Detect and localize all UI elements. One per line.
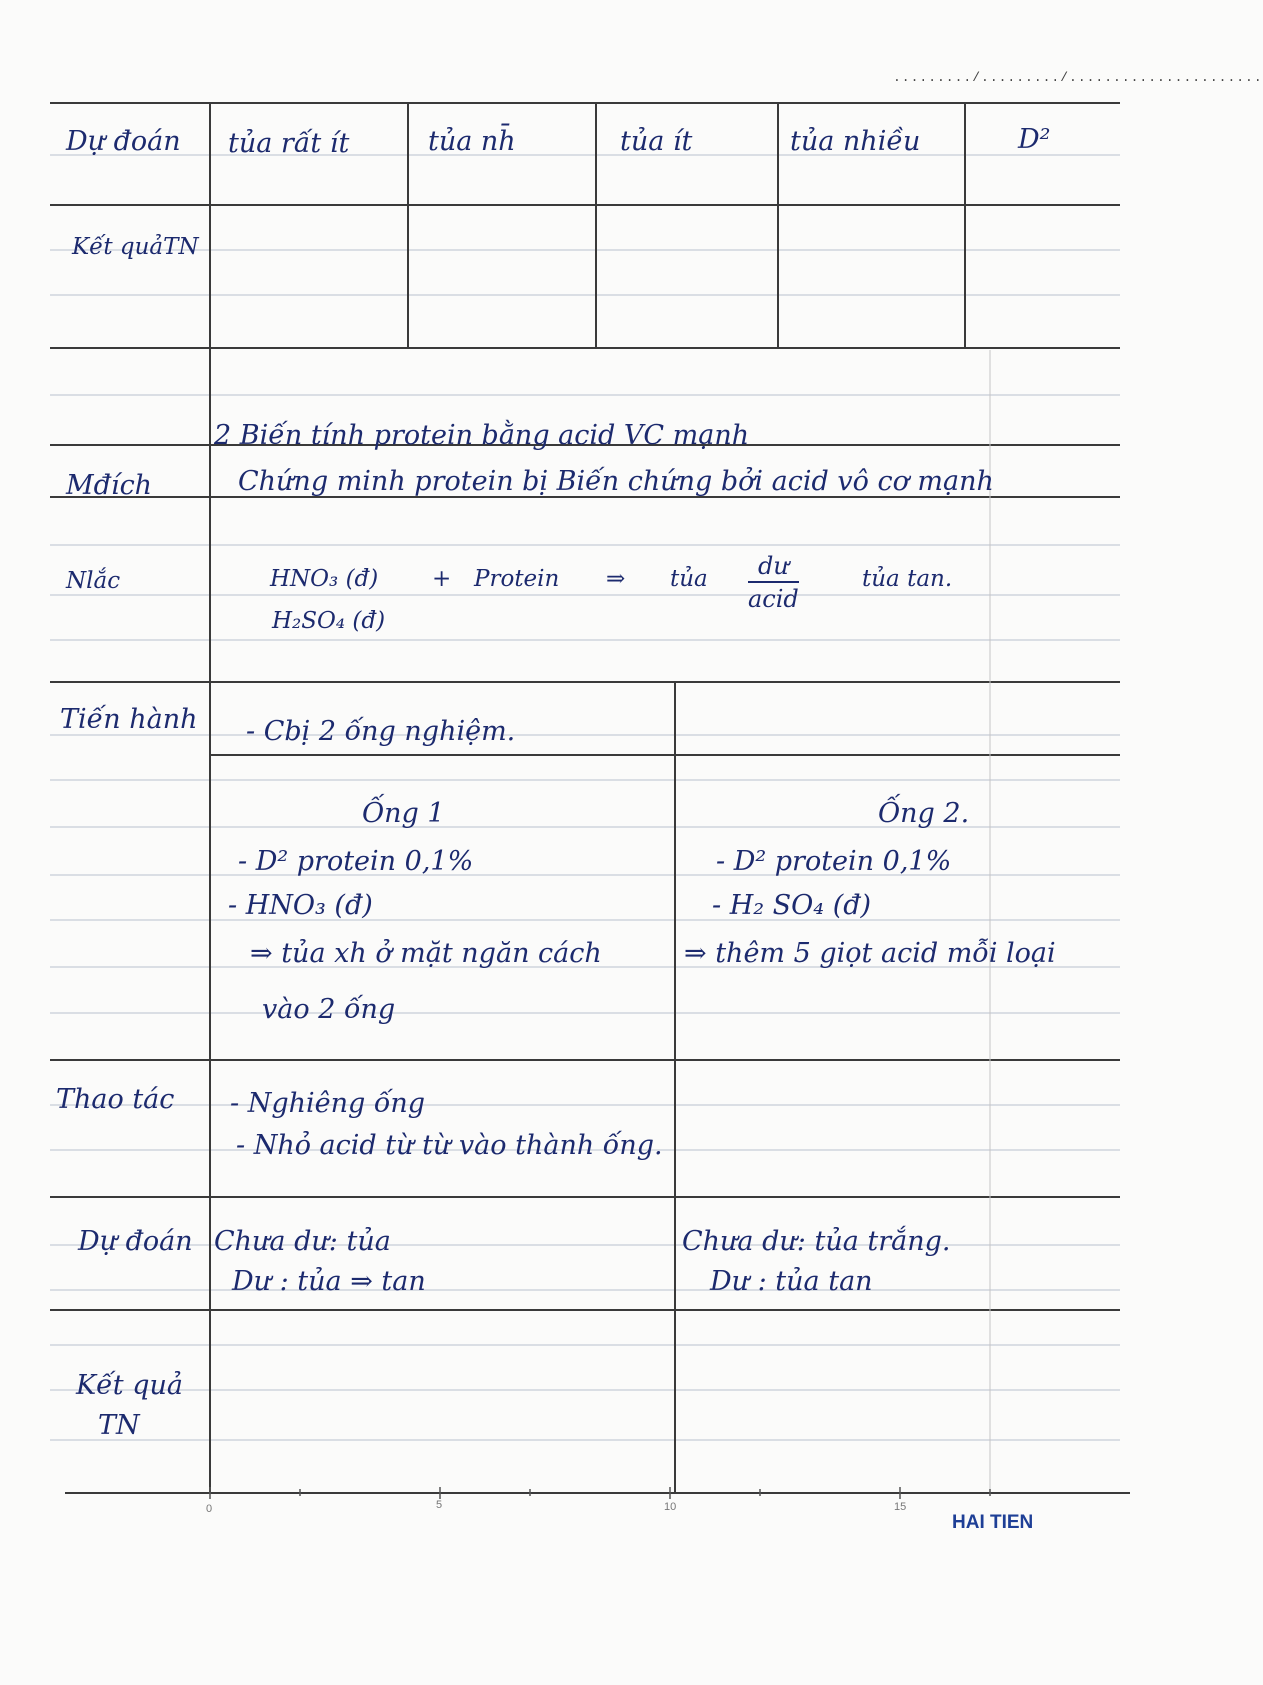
principle-arrow: ⇒: [606, 566, 626, 592]
principle-result: tủa tan.: [862, 566, 953, 592]
principle-plus: +: [432, 566, 452, 592]
principle-label: Nlắc: [66, 568, 121, 594]
ruler-tick-15: 15: [894, 1501, 907, 1513]
prediction-label: Dự đoán: [78, 1226, 193, 1257]
observation-left: ⇒ tủa xh ở mặt ngăn cách: [250, 938, 602, 969]
result-label: Kết quảTN: [72, 234, 199, 260]
result-label-line2: TN: [98, 1410, 140, 1441]
goal-text: Chứng minh protein bị Biến chứng bởi acid vô cơ mạnh: [238, 466, 994, 497]
prediction-1: tủa rất ít: [228, 128, 350, 159]
operation-step-2: - Nhỏ acid từ từ vào thành ống.: [236, 1130, 663, 1161]
ruler-tick-0: 0: [206, 1503, 213, 1515]
tube2-line1: - D² protein 0,1%: [716, 846, 952, 877]
tube2-line2: - H₂ SO₄ (đ): [712, 890, 872, 921]
prediction-5: D²: [1018, 124, 1051, 155]
tube1-line1: - D² protein 0,1%: [238, 846, 474, 877]
procedure-prep: - Cbị 2 ống nghiệm.: [246, 716, 516, 747]
ruler-tick-10: 10: [664, 1501, 677, 1513]
observation-continued: vào 2 ống: [262, 994, 396, 1025]
fraction-numerator: dư: [748, 552, 799, 583]
tube2-title: Ống 2.: [878, 798, 970, 829]
prediction-3: tủa ít: [620, 126, 693, 157]
operation-step-1: - Nghiêng ống: [230, 1088, 426, 1119]
principle-fraction: [748, 552, 799, 613]
principle-precipitate: tủa: [670, 566, 708, 592]
goal-label: Mđích: [66, 470, 153, 501]
result-label-line1: Kết quả: [76, 1370, 183, 1401]
fraction-denominator: acid: [748, 585, 799, 613]
section-title: 2 Biến tính protein bằng acid VC mạnh: [214, 420, 750, 451]
principle-reagent-2: H₂SO₄ (đ): [272, 608, 386, 634]
brand-logo-text: HAI TIEN: [952, 1512, 1034, 1533]
prediction-left-1: Chưa dư: tủa: [214, 1226, 391, 1257]
prediction-left-2: Dư : tủa ⇒ tan: [232, 1266, 426, 1297]
procedure-label: Tiến hành: [60, 704, 198, 735]
principle-reagent-1: HNO₃ (đ): [270, 566, 379, 592]
ruler-tick-5: 5: [436, 1499, 443, 1511]
predict-label: Dự đoán: [66, 126, 181, 157]
prediction-right-2: Dư : tủa tan: [710, 1266, 873, 1297]
principle-protein: Protein: [474, 566, 560, 592]
tube1-title: Ống 1: [362, 798, 445, 829]
date-line: ........./........./......................: [893, 70, 1263, 85]
prediction-2: tủa nh̄: [428, 126, 516, 157]
tube1-line2: - HNO₃ (đ): [228, 890, 373, 921]
observation-right: ⇒ thêm 5 giọt acid mỗi loại: [684, 938, 1056, 969]
prediction-4: tủa nhiều: [790, 126, 921, 157]
prediction-right-1: Chưa dư: tủa trắng.: [682, 1226, 951, 1257]
operation-label: Thao tác: [56, 1084, 175, 1115]
